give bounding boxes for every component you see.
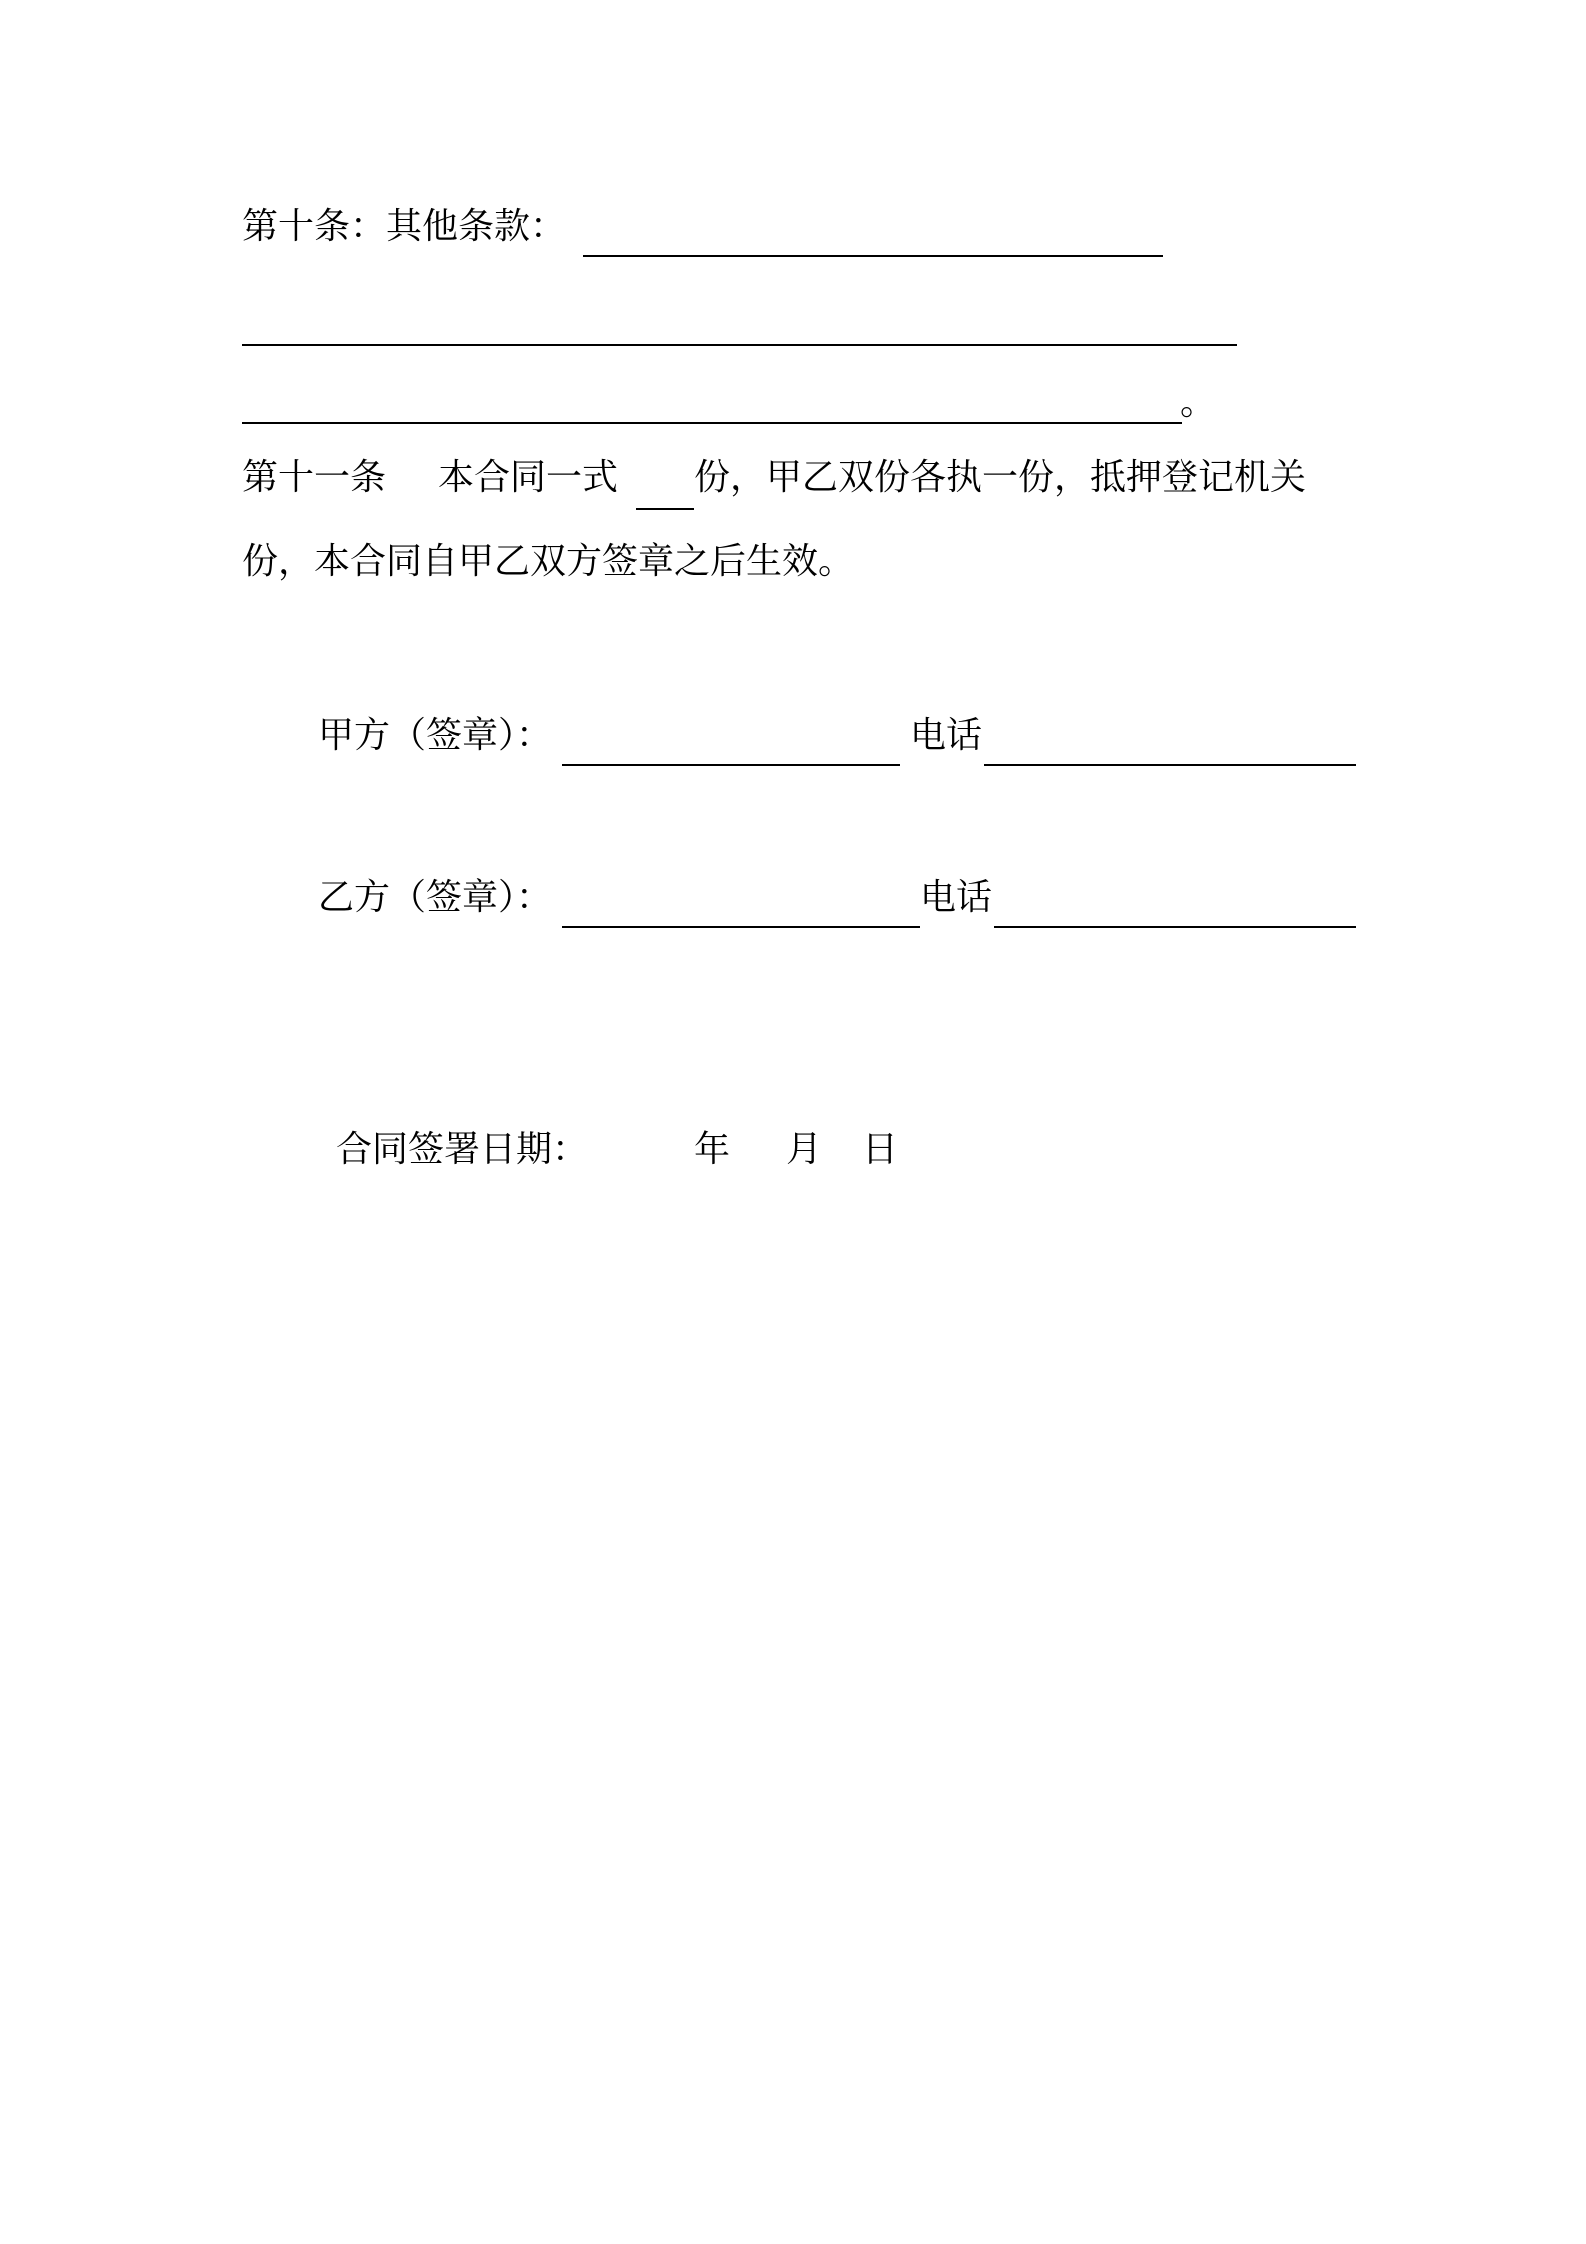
party-b-phone-line[interactable] — [994, 926, 1356, 928]
article11-lead: 第十一条 — [242, 457, 387, 498]
party-a-phone-line[interactable] — [984, 764, 1356, 766]
sign-date-label: 合同签署日期： — [336, 1129, 589, 1170]
party-a-phone-label: 电话 — [910, 715, 983, 756]
article10-end-mark: 。 — [1180, 382, 1217, 423]
article10-blank-line-3[interactable] — [242, 422, 1182, 424]
party-a-label: 甲方（签章）： — [318, 715, 553, 756]
party-a-signature-line[interactable] — [562, 764, 900, 766]
sign-date-day: 日 — [862, 1129, 899, 1170]
article10-label: 第十条：其他条款： — [242, 206, 567, 247]
article11-part2: 份，甲乙双份各执一份，抵押登记机关 — [694, 457, 1307, 498]
article11-part1: 本合同一式 — [438, 457, 619, 498]
article10-blank-line-2[interactable] — [242, 344, 1237, 346]
party-b-signature-line[interactable] — [562, 926, 920, 928]
sign-date-month: 月 — [786, 1129, 823, 1170]
copies-count-blank[interactable] — [636, 508, 694, 510]
party-b-phone-label: 电话 — [920, 877, 993, 918]
sign-date-year: 年 — [694, 1129, 731, 1170]
article11-line2: 份，本合同自甲乙双方签章之后生效。 — [242, 541, 855, 582]
party-b-label: 乙方（签章）： — [318, 877, 553, 918]
article10-blank-line-1[interactable] — [583, 255, 1163, 257]
